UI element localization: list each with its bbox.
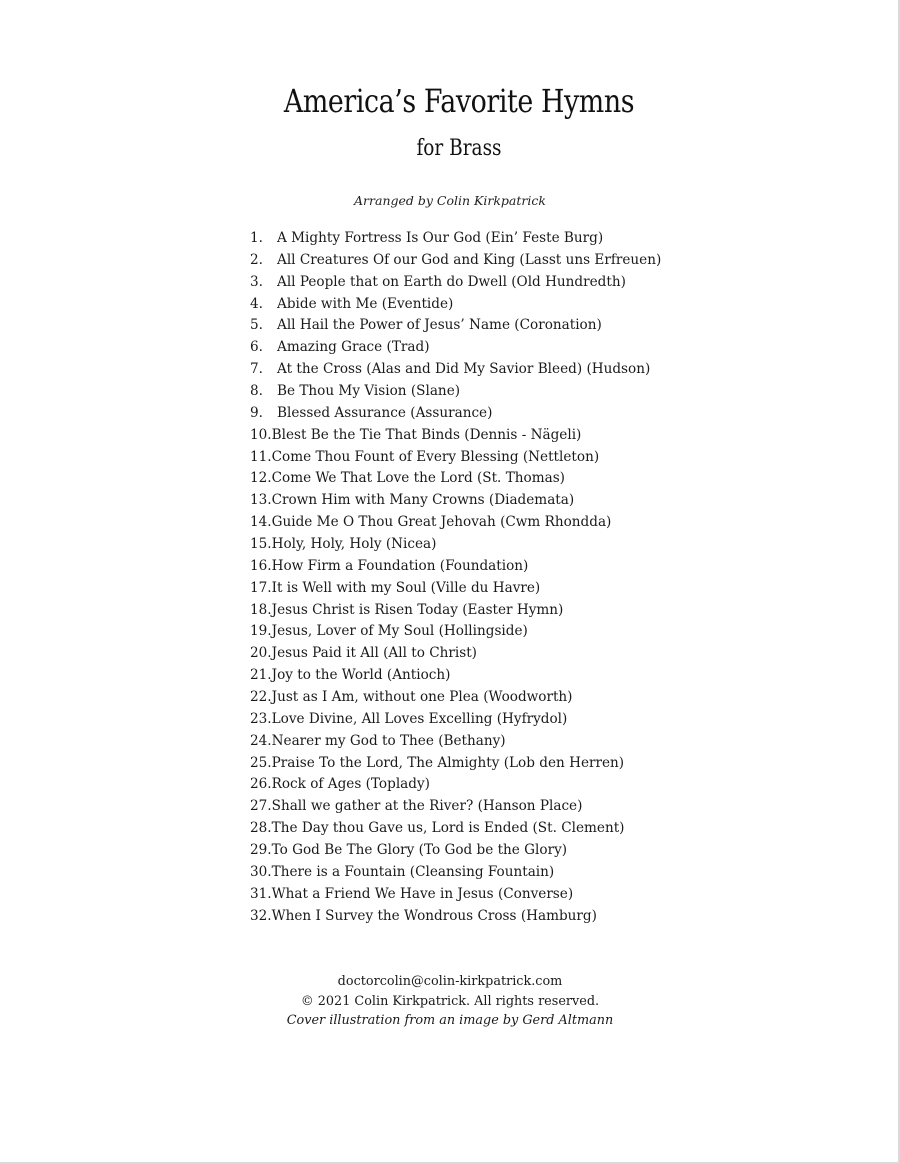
hymn-number: 19. bbox=[250, 623, 272, 640]
hymn-number: 5. bbox=[250, 317, 263, 334]
hymn-list-item bbox=[250, 556, 661, 578]
hymn-title: Guide Me O Thou Great Jehovah (Cwm Rhondda) bbox=[271, 514, 612, 531]
hymn-number: 18. bbox=[250, 601, 272, 618]
hymn-number: 10. bbox=[250, 426, 272, 443]
hymn-title: To God Be The Glory (To God be the Glory) bbox=[271, 842, 568, 859]
hymn-list-item bbox=[250, 665, 661, 687]
hymn-list-item bbox=[250, 643, 661, 665]
hymn-title: There is a Fountain (Cleansing Fountain) bbox=[271, 863, 555, 880]
hymn-number: 7. bbox=[250, 361, 263, 378]
hymn-list bbox=[250, 228, 661, 928]
hymn-list-item bbox=[250, 250, 661, 272]
hymn-title: Be Thou My Vision (Slane) bbox=[277, 383, 461, 400]
hymn-list-item bbox=[250, 403, 661, 425]
hymn-number: 11. bbox=[250, 448, 272, 465]
hymn-number: 21. bbox=[250, 667, 272, 684]
hymn-title: Amazing Grace (Trad) bbox=[277, 339, 430, 356]
hymn-number: 27. bbox=[250, 798, 272, 815]
hymn-number: 30. bbox=[250, 863, 272, 880]
hymn-title: Holy, Holy, Holy (Nicea) bbox=[271, 536, 437, 553]
document-title: America’s Favorite Hymns bbox=[283, 82, 635, 120]
hymn-number: 1. bbox=[250, 230, 263, 246]
hymn-title: A Mighty Fortress Is Our God (Ein’ Feste Burg) bbox=[277, 230, 604, 246]
hymn-title: Abide with Me (Eventide) bbox=[277, 295, 454, 312]
hymn-list-item bbox=[250, 381, 661, 403]
hymn-number: 29. bbox=[250, 842, 272, 859]
hymn-list-item bbox=[250, 884, 661, 906]
hymn-number: 3. bbox=[250, 273, 263, 290]
hymn-list-item bbox=[250, 294, 661, 316]
hymn-title: Come Thou Fount of Every Blessing (Nettleton) bbox=[271, 448, 600, 465]
hymn-list-item bbox=[250, 709, 661, 731]
hymn-number: 23. bbox=[250, 710, 272, 727]
hymn-title: Come We That Love the Lord (St. Thomas) bbox=[271, 470, 565, 487]
hymn-number: 25. bbox=[250, 754, 272, 771]
hymn-number: 14. bbox=[250, 514, 272, 531]
hymn-list-item bbox=[250, 578, 661, 600]
hymn-list-item bbox=[250, 796, 661, 818]
hymn-list-item bbox=[250, 774, 661, 796]
arranger-credit: Arranged by Colin Kirkpatrick bbox=[354, 193, 546, 208]
hymn-title: Praise To the Lord, The Almighty (Lob den Herren) bbox=[271, 754, 625, 771]
hymn-title: What a Friend We Have in Jesus (Converse) bbox=[271, 885, 574, 902]
hymn-list-item bbox=[250, 753, 661, 775]
hymn-title: Blest Be the Tie That Binds (Dennis - Nägeli) bbox=[271, 426, 582, 443]
hymn-list-item bbox=[250, 512, 661, 534]
footer bbox=[0, 972, 900, 1031]
hymn-title: Rock of Ages (Toplady) bbox=[271, 776, 430, 793]
hymn-title: Shall we gather at the River? (Hanson Place) bbox=[271, 798, 583, 815]
hymn-list-item bbox=[250, 447, 661, 469]
hymn-number: 26. bbox=[250, 776, 272, 793]
hymn-number: 31. bbox=[250, 885, 272, 902]
hymn-list-item bbox=[250, 818, 661, 840]
hymn-title: Crown Him with Many Crowns (Diademata) bbox=[271, 492, 575, 509]
hymn-list-item bbox=[250, 337, 661, 359]
hymn-list-item bbox=[250, 490, 661, 512]
hymn-number: 17. bbox=[250, 579, 272, 596]
hymn-title: Love Divine, All Loves Excelling (Hyfrydol) bbox=[271, 710, 568, 727]
hymn-title: It is Well with my Soul (Ville du Havre) bbox=[271, 579, 541, 596]
hymn-number: 15. bbox=[250, 536, 272, 553]
hymn-title: All Creatures Of our God and King (Lasst uns Erfreuen) bbox=[277, 251, 662, 268]
hymn-number: 32. bbox=[250, 907, 272, 924]
hymn-title: All People that on Earth do Dwell (Old Hundredth) bbox=[277, 273, 626, 290]
hymn-list-item bbox=[250, 600, 661, 622]
hymn-list-item bbox=[250, 621, 661, 643]
hymn-title: At the Cross (Alas and Did My Savior Bleed) (Hudson) bbox=[277, 361, 651, 378]
hymn-title: Just as I Am, without one Plea (Woodworth) bbox=[271, 689, 573, 706]
hymn-title: Jesus Paid it All (All to Christ) bbox=[271, 645, 477, 662]
copyright-notice: © 2021 Colin Kirkpatrick. All rights reserved. bbox=[300, 993, 600, 1009]
hymn-number: 6. bbox=[250, 339, 263, 356]
hymn-list-item bbox=[250, 315, 661, 337]
hymn-list-item bbox=[250, 468, 661, 490]
hymn-number: 12. bbox=[250, 470, 272, 487]
hymn-number: 2. bbox=[250, 251, 263, 268]
hymn-title: Joy to the World (Antioch) bbox=[271, 667, 451, 684]
hymn-title: How Firm a Foundation (Foundation) bbox=[271, 557, 529, 574]
hymn-list-item bbox=[250, 534, 661, 556]
hymn-title: All Hail the Power of Jesus’ Name (Coronation) bbox=[277, 317, 602, 334]
hymn-number: 8. bbox=[250, 383, 263, 400]
illustration-credit: Cover illustration from an image by Gerd Altmann bbox=[286, 1013, 614, 1028]
hymn-title: The Day thou Gave us, Lord is Ended (St. Clement) bbox=[271, 820, 625, 837]
hymn-number: 22. bbox=[250, 689, 272, 706]
hymn-list-item bbox=[250, 425, 661, 447]
hymn-list-item bbox=[250, 840, 661, 862]
hymn-number: 28. bbox=[250, 820, 272, 837]
hymn-list-item bbox=[250, 272, 661, 294]
hymn-number: 9. bbox=[250, 404, 263, 421]
document-subtitle: for Brass bbox=[416, 136, 502, 161]
hymn-title: Nearer my God to Thee (Bethany) bbox=[271, 732, 506, 749]
hymn-number: 24. bbox=[250, 732, 272, 749]
hymn-list-item bbox=[250, 228, 661, 250]
hymn-title: Blessed Assurance (Assurance) bbox=[277, 404, 493, 421]
hymn-list-item bbox=[250, 359, 661, 381]
hymn-number: 16. bbox=[250, 557, 272, 574]
hymn-number: 20. bbox=[250, 645, 272, 662]
hymn-title: Jesus, Lover of My Soul (Hollingside) bbox=[271, 623, 528, 640]
hymn-list-item bbox=[250, 687, 661, 709]
hymn-title: When I Survey the Wondrous Cross (Hamburg) bbox=[271, 907, 597, 924]
contact-email: doctorcolin@colin-kirkpatrick.com bbox=[337, 974, 563, 989]
hymn-number: 13. bbox=[250, 492, 272, 509]
hymn-list-item bbox=[250, 906, 661, 928]
hymn-title: Jesus Christ is Risen Today (Easter Hymn) bbox=[271, 601, 564, 618]
hymn-list-item bbox=[250, 731, 661, 753]
hymn-number: 4. bbox=[250, 295, 263, 312]
hymn-list-item bbox=[250, 862, 661, 884]
